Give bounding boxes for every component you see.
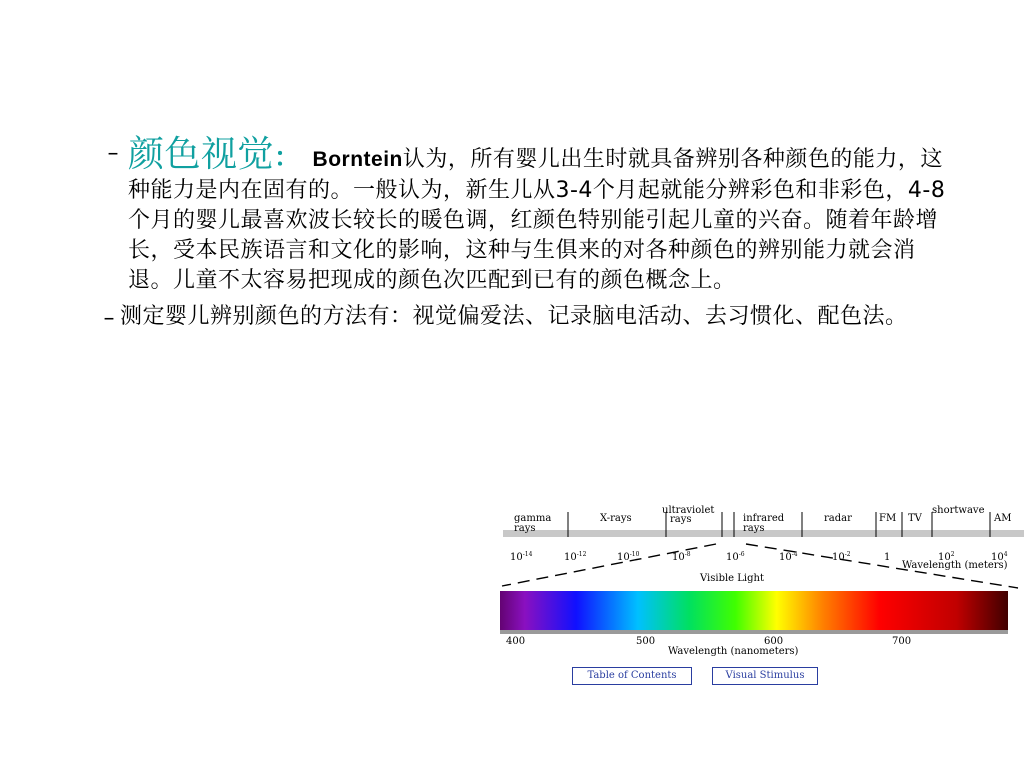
band-label: radar xyxy=(824,513,852,524)
band-label: rays xyxy=(670,514,692,525)
tick-label: $10^{-4}$ xyxy=(779,551,798,563)
author-name: Borntein xyxy=(312,148,403,171)
band-label: FM xyxy=(879,513,897,524)
tick-label: $10^{-10}$ xyxy=(617,551,640,563)
electromagnetic-spectrum-figure xyxy=(500,500,1024,700)
bullet-methods xyxy=(98,302,958,334)
tick-label: $10^{-8}$ xyxy=(672,551,691,563)
visual-stimulus-button[interactable]: Visual Stimulus xyxy=(712,667,818,685)
bullet-paragraph: 测定婴儿辨别颜色的方法有：视觉偏爱法、记录脑电活动、去习惯化、配色法。 xyxy=(120,304,908,329)
wavelength-meters-label: Wavelength (meters) xyxy=(902,560,1008,571)
nm-tick-label: 700 xyxy=(892,636,912,647)
band-label: rays xyxy=(514,523,536,534)
wavelength-nm-label: Wavelength (nanometers) xyxy=(668,646,799,657)
band-label: AM xyxy=(994,513,1012,524)
band-label: TV xyxy=(908,513,922,524)
spectrum-scale-bar xyxy=(500,630,1008,634)
section-title: 颜色视觉 xyxy=(128,134,275,175)
band-label: shortwave xyxy=(932,505,985,516)
slide-body xyxy=(98,130,958,334)
bullet-dash: – xyxy=(103,306,115,331)
tick-label: $10^{-12}$ xyxy=(564,551,587,563)
nm-tick-label: 500 xyxy=(636,636,656,647)
nm-tick-label: 600 xyxy=(764,636,784,647)
spectrum-diagram xyxy=(500,500,1024,670)
visible-spectrum-bar xyxy=(500,591,1008,631)
bullet-text: 认为，所有婴儿出生时就具备辨别各种颜色的能力，这种能力是内在固有的。一般认为，新生儿从3-4个月起就能分辨彩色和非彩色，4-8个月的婴儿最喜欢波长较长的暖色调，红颜色特别能引起儿童的兴奋。随着年龄增长，受本民族语言和文化的影响，这种与生俱来的对各种颜色的辨别能力就会消退。儿童不太容易把现成的颜色次匹配到已有的颜色概念上。 xyxy=(128,147,946,293)
tick-label: $10^4$ xyxy=(991,551,1008,563)
band-label: ultraviolet xyxy=(662,505,715,516)
tick-label: $10^{-14}$ xyxy=(510,551,533,563)
band-label: rays xyxy=(743,523,765,534)
table-of-contents-button[interactable]: Table of Contents xyxy=(572,667,692,685)
bullet-paragraph xyxy=(128,130,958,296)
tick-label: 1 xyxy=(884,552,891,563)
nm-tick-label: 400 xyxy=(506,636,526,647)
tick-label: $10^{-6}$ xyxy=(726,551,745,563)
bullet-color-vision xyxy=(98,130,958,296)
band-label: gamma xyxy=(514,513,552,524)
visible-light-label: Visible Light xyxy=(700,573,764,584)
tick-label: $10^2$ xyxy=(938,551,955,563)
band-label: X-rays xyxy=(600,513,632,524)
title-colon: ： xyxy=(274,143,301,173)
tick-label: $10^{-2}$ xyxy=(832,551,851,563)
bullet-dash: – xyxy=(107,141,119,166)
band-label: infrared xyxy=(743,513,785,524)
